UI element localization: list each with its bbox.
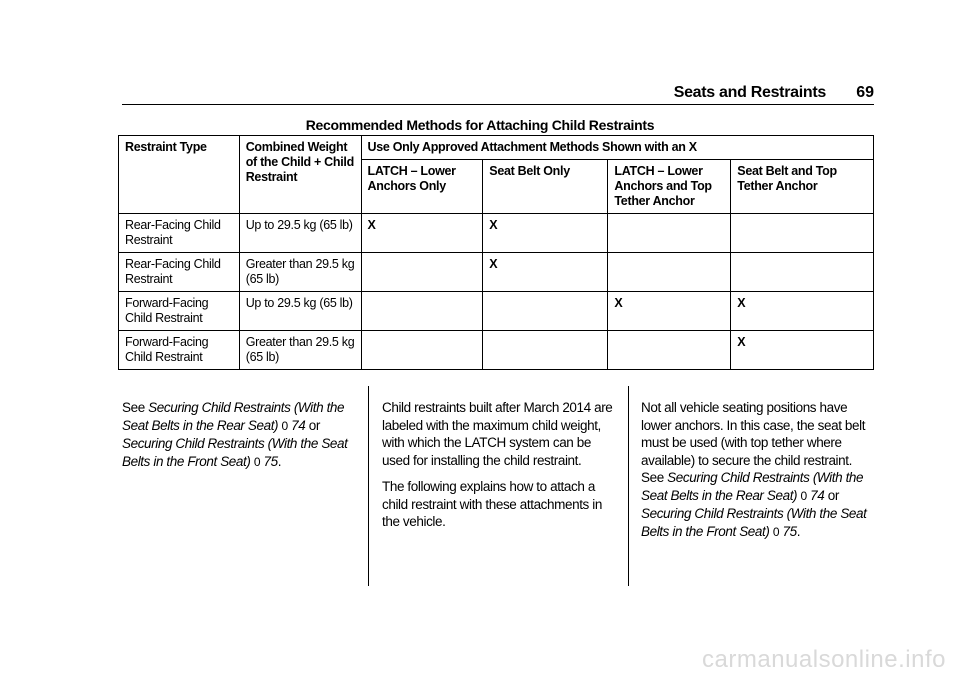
row-restraint-type: Rear-Facing Child Restraint bbox=[119, 253, 240, 292]
row-restraint-type: Forward-Facing Child Restraint bbox=[119, 292, 240, 331]
ref-link-front-seat[interactable]: Securing Child Restraints (With the Seat Belts in the Front Seat) 0 75 bbox=[122, 436, 348, 469]
page-header bbox=[122, 84, 874, 105]
row-weight: Up to 29.5 kg (65 lb) bbox=[239, 292, 361, 331]
header-method-latch-top-tether: LATCH – Lower Anchors and Top Tether Anchor bbox=[608, 160, 731, 214]
paragraph: The following explains how to attach a child restraint with these attachments in the vehicle. bbox=[382, 479, 602, 529]
text-column-1 bbox=[122, 399, 358, 480]
row-mark: X bbox=[483, 214, 608, 253]
row-mark bbox=[483, 292, 608, 331]
table-row bbox=[119, 253, 874, 292]
row-mark bbox=[608, 214, 731, 253]
table-row bbox=[119, 292, 874, 331]
row-weight: Up to 29.5 kg (65 lb) bbox=[239, 214, 361, 253]
see-also-paragraph: See Securing Child Restraints (With the Seat Belts in the Rear Seat) 0 74 or Securing Child Restraints (With the Seat Belts in the Front Seat) 0 75. bbox=[122, 400, 348, 469]
page-ref-icon: 0 bbox=[281, 418, 288, 433]
page-ref-icon: 0 bbox=[253, 454, 261, 469]
section-title: Seats and Restraints bbox=[673, 84, 826, 101]
header-combined-weight: Combined Weight of the Child + Child Restraint bbox=[239, 136, 361, 214]
ref-link-rear-seat[interactable]: Securing Child Restraints (With the Seat Belts in the Rear Seat) 0 74 bbox=[641, 470, 864, 503]
row-mark: X bbox=[483, 253, 608, 292]
row-mark bbox=[608, 253, 731, 292]
child-restraint-table bbox=[118, 135, 874, 370]
row-weight: Greater than 29.5 kg (65 lb) bbox=[239, 253, 361, 292]
column-divider bbox=[628, 386, 629, 586]
paragraph: Not all vehicle seating positions have lower anchors. In this case, the seat belt must be used (with top tether where available) to secure the child restraint. See Securing Child Restraints (With the Seat Belts in the Rear Seat) 0 74 or Securing Child Restraints (With the Seat Belts in the Front Seat) 0 75. bbox=[641, 400, 867, 539]
row-mark: X bbox=[361, 214, 483, 253]
header-restraint-type: Restraint Type bbox=[119, 136, 240, 214]
row-mark bbox=[608, 331, 731, 370]
table-row bbox=[119, 331, 874, 370]
row-weight: Greater than 29.5 kg (65 lb) bbox=[239, 331, 361, 370]
header-method-belt-top-tether: Seat Belt and Top Tether Anchor bbox=[731, 160, 874, 214]
ref-link-front-seat[interactable]: Securing Child Restraints (With the Seat Belts in the Front Seat) 0 75 bbox=[641, 506, 867, 539]
row-mark: X bbox=[731, 292, 874, 331]
column-divider bbox=[368, 386, 369, 586]
header-method-seat-belt: Seat Belt Only bbox=[483, 160, 608, 214]
table-header-row bbox=[119, 136, 874, 160]
header-methods: Use Only Approved Attachment Methods Shown with an X bbox=[361, 136, 874, 160]
row-mark: X bbox=[731, 331, 874, 370]
row-mark bbox=[361, 253, 483, 292]
row-mark: X bbox=[608, 292, 731, 331]
row-mark bbox=[731, 214, 874, 253]
page-number: 69 bbox=[856, 84, 874, 101]
header-method-latch-lower: LATCH – Lower Anchors Only bbox=[361, 160, 483, 214]
row-mark bbox=[361, 292, 483, 331]
row-mark bbox=[483, 331, 608, 370]
row-mark bbox=[361, 331, 483, 370]
text-column-2 bbox=[382, 399, 618, 540]
text-column-3 bbox=[641, 399, 877, 550]
table-title: Recommended Methods for Attaching Child Restraints bbox=[305, 117, 655, 133]
page-ref-icon: 0 bbox=[772, 524, 780, 539]
ref-link-rear-seat[interactable]: Securing Child Restraints (With the Seat Belts in the Rear Seat) 0 74 bbox=[122, 400, 345, 433]
row-mark bbox=[731, 253, 874, 292]
row-restraint-type: Forward-Facing Child Restraint bbox=[119, 331, 240, 370]
table-row bbox=[119, 214, 874, 253]
row-restraint-type: Rear-Facing Child Restraint bbox=[119, 214, 240, 253]
watermark: carmanualsonline.info bbox=[702, 646, 946, 673]
page-ref-icon: 0 bbox=[800, 488, 807, 503]
paragraph: Child restraints built after March 2014 are labeled with the maximum child weight, with which the LATCH system can be used for installing the child restraint. bbox=[382, 400, 613, 468]
